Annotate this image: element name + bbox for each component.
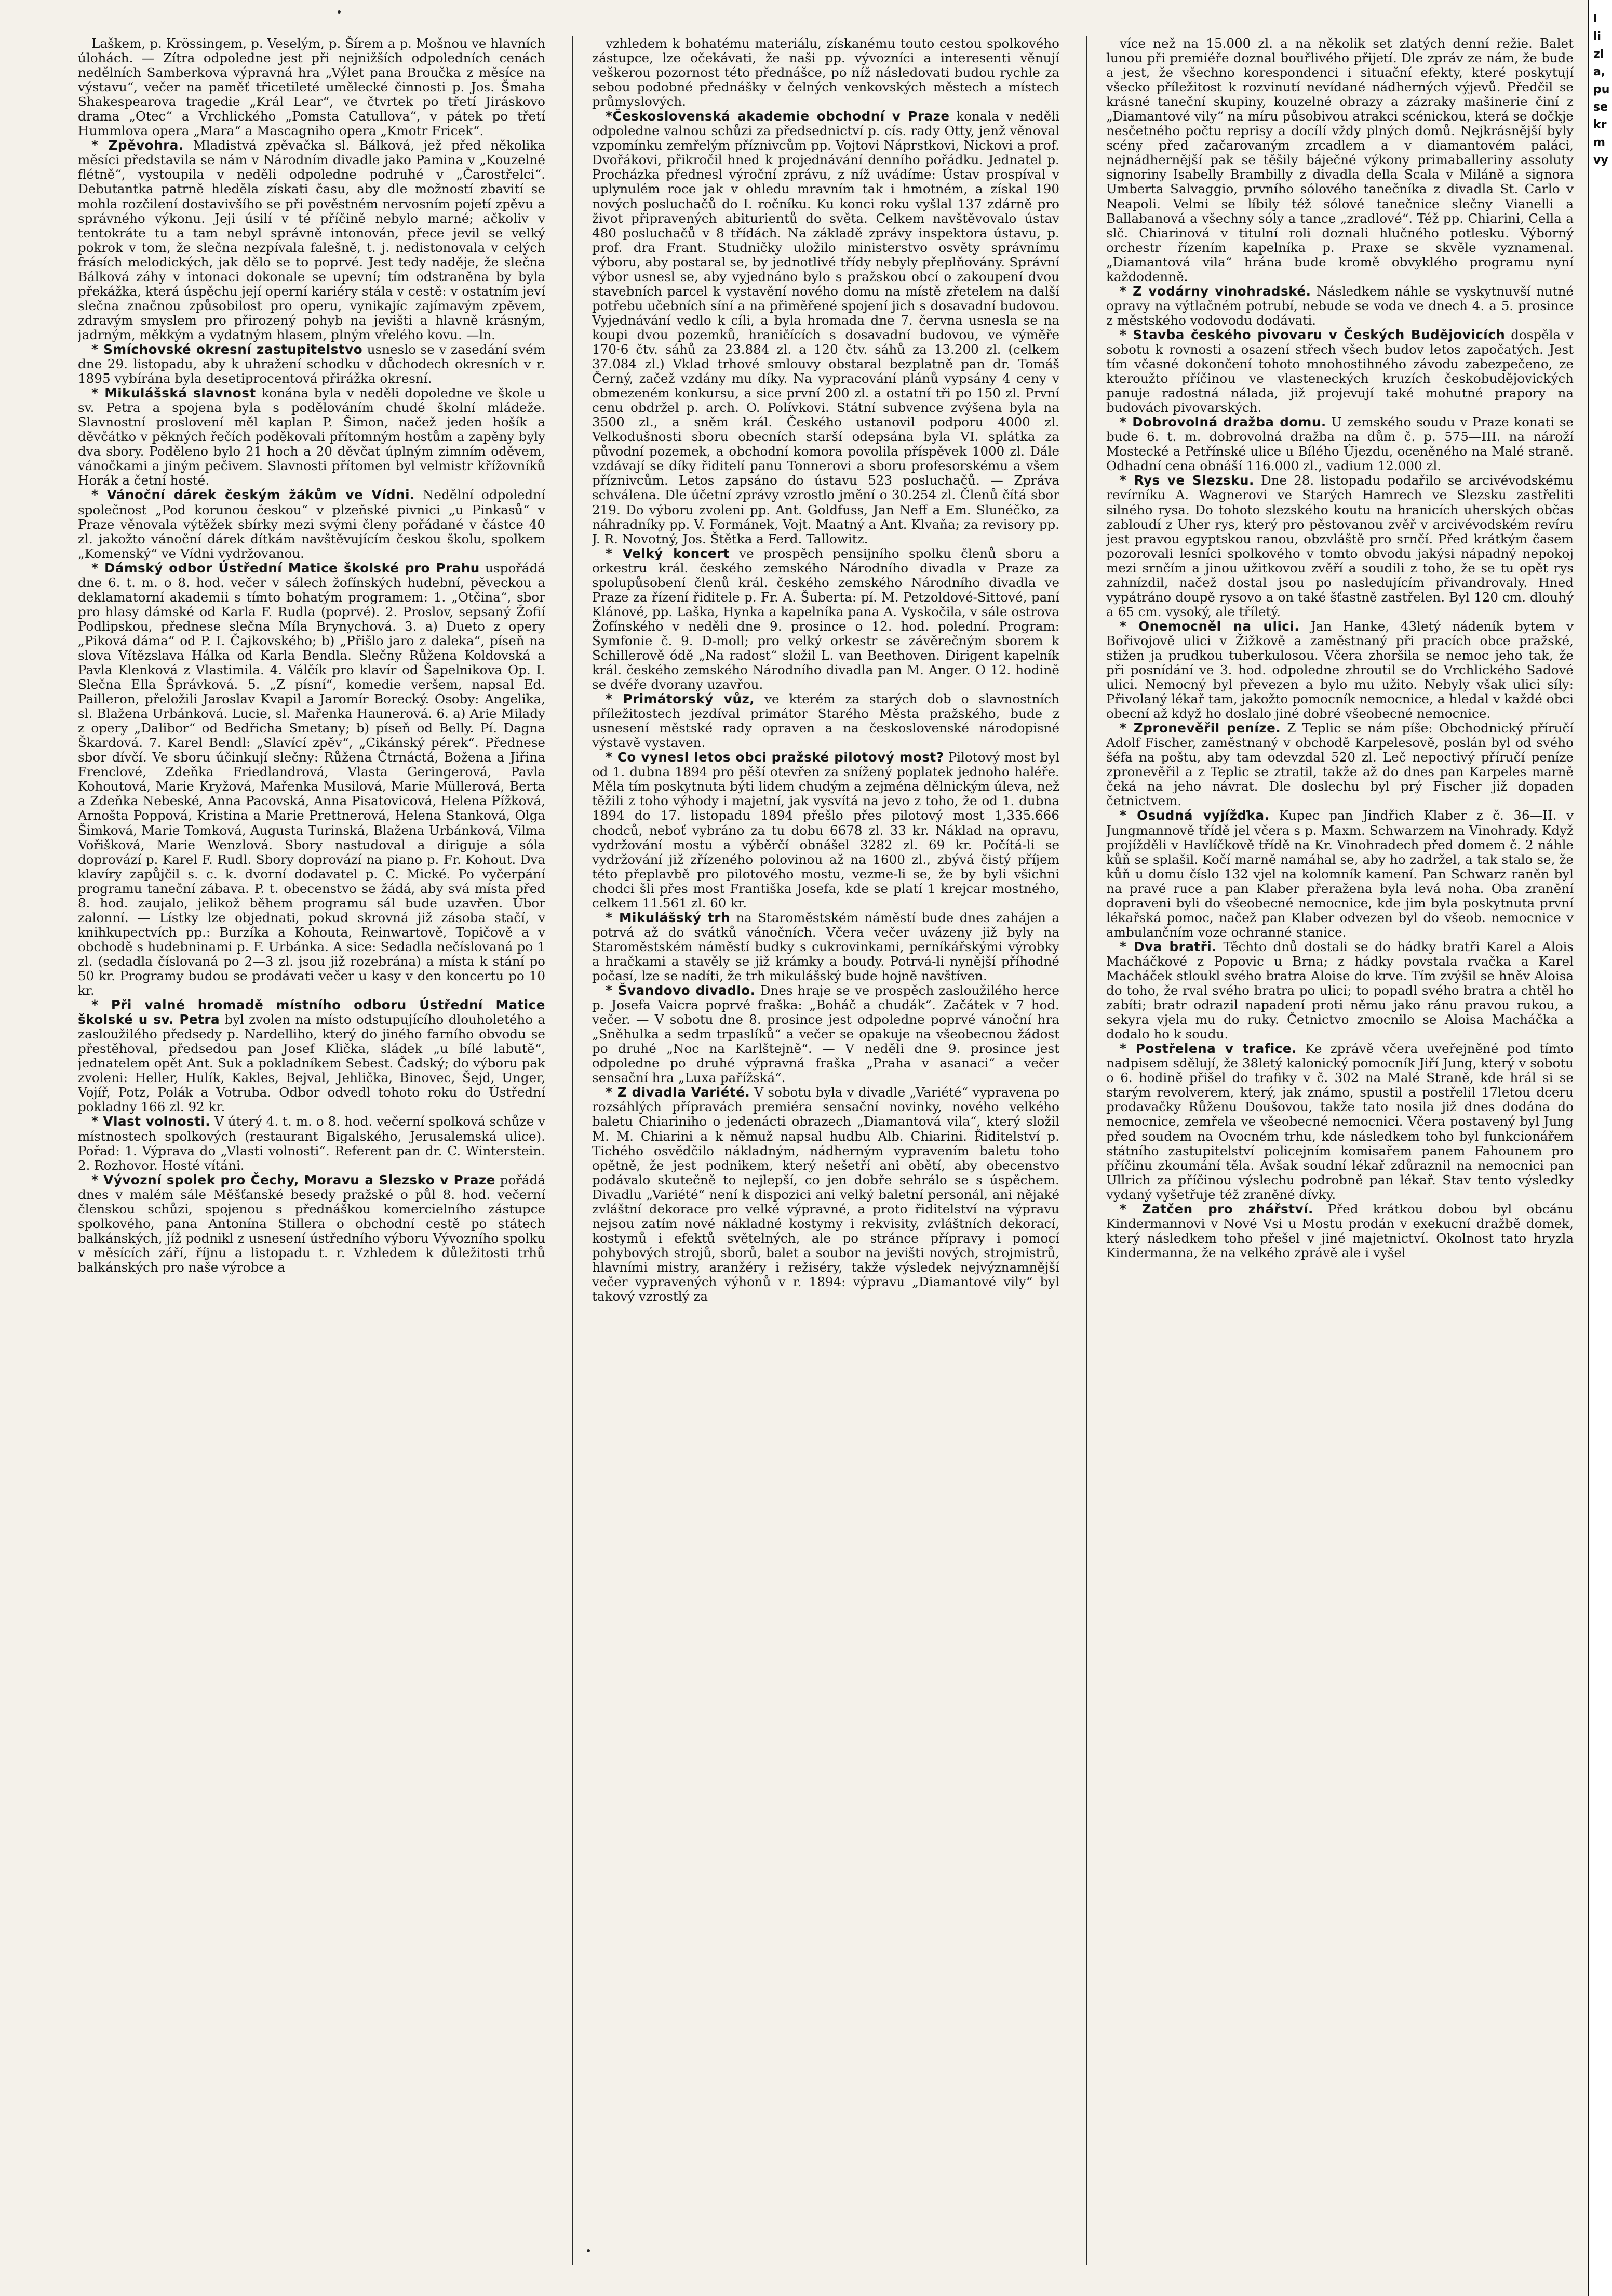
article-paragraph: [1106, 940, 1574, 1042]
article-body: dospěla v sobotu k rovnosti a osazení střech všech budov letos započatých. Jest tím včasné dokončení tohoto mnohostihného závodu zabezpečeno, ze kteroužto příčinou ve vlasteneckých kruzích českobudějovických panuje radostná nálada, již projevují také mohutné prapory na budovách pivovarských.: [1106, 327, 1574, 416]
article-paragraph: [78, 342, 545, 386]
article-paragraph: [592, 1085, 1059, 1304]
article-body: konala v neděli odpoledne valnou schůzi za předsednictví p. cís. rady Otty, jenž věnoval vzpomínku zemřelým příznivcům pp. Vojtovi Náprstkovi, Nickovi a prof. Dvořákovi, přikročil hned k projednávání denního pořádku. Jednatel p. Procházka přednesl výroční zprávu, z níž uvádíme: Ústav prospíval v uplynulém roce jak v ohledu mravním tak i hmotném, a získal 190 nových posluchačů do I. ročníku. Ku konci roku vyšlal 137 zdárně pro život připravených abiturientů do světa. Celkem navštěvovalo ústav 480 posluchačů v 8 třídách. Na základě zprávy inspektora ústavu, p. prof. dra Frant. Studničky uložilo ministerstvo osvěty správnímu výboru, aby postaral se, by jednotlivé třídy nebyly přeplňovány. Správní výbor usnesl se, aby vyjednáno bylo s pražskou obcí o zakoupení dvou stavebních parcel k vystavění nového domu na místě zřetelem na další potřebu učebních síní a na přiměřené spojení jich s dosavadní budovou. Vyjednávání vedlo k cíli, a byla hromada dne 7. června usnesla se na koupi dvou pozemků, hraničících s dosavadní budovou, ve výměře 170·6 čtv. sáhů za 23.884 zl. a 120 čtv. sáhů za 13.200 zl. (celkem 37.084 zl.) Vklad trhové smlouvy obstaral bezplatně pan dr. Tomáš Černý, začež vzdány mu díky. Na vypracování plánů vypsány 4 ceny v obmezeném konkursu, a sice první 200 zl. a ostatní tři po 150 zl. První cenu obdržel p. arch. O. Polívkovi. Státní subvence zvýšena byla na 3500 zl., a sněm král. Českého ustanovil podporu 4000 zl. Velkodušnosti sboru obecních starší odepsána byla VI. splátka za původní pozemek, a obchodní komora povolila příspěvek 1000 zl. Dále vzdávají se díky řiditelí panu Tonnerovi a sboru profesorskému a všem příznivcům. Letos zapsáno do ústavu 523 posluchačů. — Zpráva schválena. Dle účetní zprávy vzrostlo jmění o 30.254 zl. Členů čítá sbor 219. Do výboru zvoleni pp. Ant. Goldfuss, Jan Neff a Em. Slunéčko, za náhradníky pp. V. Formánek, Vojt. Maatný a Ant. Klvaňa; za revisory pp. J. R. Novotný, Jos. Štětka a Ferd. Tallowitz.: [592, 109, 1059, 546]
article-headline: * Zpěvohra.: [91, 138, 184, 153]
article-paragraph: [1106, 328, 1574, 415]
article-body: V úterý 4. t. m. o 8. hod. večerní spolková schůze v místnostech spolkových (restaurant Bigalského, Jerusalemská ulice). Pořad: 1. Výprava do „Vlasti volnosti“. Referent pan dr. C. Winterstein. 2. Rozhovor. Hosté vítáni.: [78, 1114, 545, 1173]
article-body: ve prospěch pensijního spolku členů sboru a orkestru král. českého zemského Národního divadla v Praze za spolupůsobení členů král. českého zemského Národního divadla ve Praze za řízení řiditele p. Fr. A. Šuberta: pí. M. Petzoldové-Sittové, paní Klánové, pp. Laška, Hynka a kapelníka pana A. Vyskočila, v sále ostrova Žofínského v neděli dne 9. prosince o 12. hod. polední. Program: Symfonie č. 9. D-moll; pro velký orkestr se závěrečným sborem k Schillerově ódě „Na radost“ složil L. van Beethoven. Dirigent kapelník král. českého zemského Národního divadla pan M. Anger. O 12. hodině se dvéře dvorany uzavřou.: [592, 545, 1059, 692]
article-headline: * Při valné hromadě místního odboru Ústřední Matice školské u sv. Petra: [78, 997, 545, 1027]
article-body: byl zvolen na místo odstupujícího dlouholetého a zasloužilého předsedy p. Nardelliho, který do jiného farního obvodu se přestěhoval, předsedou pan Josef Klička, sládek „u bílé labutě“, jednatelem opět Ant. Suk a pokladníkem Sebest. Čadský; do výboru pak zvoleni: Heller, Hulík, Kakles, Bejval, Jehlička, Binovec, Šejd, Unger, Vojíř, Potz, Polák a Votruba. Odbor odvedl tohoto roku do Ústřední pokladny 166 zl. 92 kr.: [78, 1012, 545, 1115]
article-paragraph: [1106, 415, 1574, 473]
article-paragraph: [592, 692, 1059, 750]
article-body: Jan Hanke, 43letý nádeník bytem v Bořivojově ulici v Žižkově a zaměstnaný při pracích obce pražské, stižen ja prudkou tuberkulosou. Včera zhoršila se nemoc jeho tak, že při posnídání ve 3. hod. odpoledne zhroutil se do Vrchlického Sadové ulici. Nemocný byl převezen a bylo mu užito. Nebyly však ulici síly: Přivolaný lékař tam, jakožto pomocník nemocnice, a hledal v každé obci obecní až když ho doslalo jiné dobré všeobecné nemocnice.: [1106, 618, 1574, 722]
article-paragraph: [1106, 36, 1574, 284]
article-paragraph: [592, 109, 1059, 546]
article-body: Pilotový most byl od 1. dubna 1894 pro pěší otevřen za snížený poplatek jednoho haléře. Měla tím poskytnuta býti lidem chudým a zejména dělnickým úleva, než těžili z toho výhody i majetní, jak vysvítá na jevo z toho, že od 1. dubna 1894 do 17. listopadu 1894 přešlo přes pilotový most 1,335.666 chodců, neboť vybráno za tu dobu 6678 zl. 33 kr. Náklad na opravu, vydržování mostu a výběrčí obnášel 3282 zl. 69 kr. Počítá-li se vydržování již zřízeného polovinou až na 1600 zl., zbývá čistý příjem této přeplavbě pro pilotového mostu, vezme-li se, že by byli všichni chodci šli přes most Františka Josefa, kde se platí 1 krejcar mostného, celkem 11.561 zl. 60 kr.: [592, 750, 1059, 911]
article-paragraph: [78, 488, 545, 560]
column-rule-right: [1086, 36, 1087, 2265]
article-body: Dnes hraje se ve prospěch zasloužilého herce p. Josefa Vaicra poprvé fraška: „Boháč a chudák“. Začátek v 7 hod. večer. — V sobotu dne 8. prosince jest odpoledne poprvé vánoční hra „Sněhulka a sedm trpaslíků“ a večer se opakuje na všeobecnou žádost po druhé „Noc na Karlštejně“. — V neděli dne 9. prosince jest odpoledne po druhé výpravná fraška „Praha v asanaci“ a večer sensační hra „Luxa pařížská“.: [592, 983, 1059, 1086]
article-paragraph: [78, 36, 545, 138]
article-body: Následkem náhle se vyskytnuvší nutné opravy na výtlačném potrubí, nebude se voda ve dnech 4. a 5. prosince z městského vodovodu dodávati.: [1106, 283, 1574, 328]
print-speck: [338, 10, 341, 14]
article-paragraph: [1106, 721, 1574, 808]
article-headline: * Co vynesl letos obci pražské pilotový most?: [606, 750, 944, 765]
article-paragraph: [78, 1114, 545, 1172]
article-headline: * Rys ve Slezsku.: [1120, 473, 1254, 488]
article-headline: * Z vodárny vinohradské.: [1120, 283, 1311, 299]
article-headline: * Švandovo divadlo.: [606, 983, 756, 998]
article-body: Nedělní odpolední společnost „Pod korunou českou“ v plzeňské pivnici „u Pinkasů“ v Praze věnovala výtěžek sbírky mezi svými členy pořádané v částce 40 zl. jakožto vánoční dárek dítkám navštěvujícím českou školu, spolkem „Komenský“ ve Vídni vydržovanou.: [78, 487, 545, 561]
article-body: V sobotu byla v divadle „Variété“ vypravena po rozsáhlých přípravách premiéra sensační novinky, nového velkého baletu Chiariniho o jedenácti obrazech „Diamantová vila“, který složil M. M. Chiarini a k němuž napsal hudbu Alb. Chiarini. Řiditelství p. Tichého osvědčilo nákladným, nádherným vypravením baletu toho opětně, že jest podnikem, který nešetří ani obětí, aby obecenstvo podávalo skutečně to nejlepší, co jen dobře sehrálo se s úspěchem. Divadlu „Variété“ není k dispozici ani velký baletní personál, ani nějaké zvláštní dekorace pro velké výpravné, a proto řiditelství na výpravu nejsou zatím nové nákladné kostymy i rekvisity, zvláštních dekorací, kostymů i efektů světelných, ale po stránce přípravy i pomocí pohybových strojů, sborů, balet a soubor na jevišti nových, strojmistrů, hlavními mistry, aranžéry i režiséry, takže výsledek nejvýznamnější večer vypravených výhonů v r. 1894: výpravu „Diamantové vily“ byl takový vzrostlý za: [592, 1085, 1059, 1304]
article-body: Laškem, p. Krössingem, p. Veselým, p. Šírem a p. Mošnou ve hlavních úlohách. — Zítra odpoledne jest při nejnižších odpoledních cenách nedělních Samberkova výpravná hra „Výlet pana Broučka z měsíce na výstavu“, večer na paměť třicetileté umělecké činnosti p. Jos. Šmaha Shakespearova tragedie „Král Lear“, ve čtvrtek po třetí Jiráskovo drama „Otec“ a Vrchlického „Pomsta Catullova“, v pátek po třetí Hummlova opera „Mara“ a Mascagniho opera „Kmotr Fricek“.: [78, 36, 545, 139]
article-headline: * Zpronevěřil peníze.: [1120, 720, 1281, 736]
article-body: Mladistvá zpěvačka sl. Bálková, jež před několika měsíci představila se nám v Národním divadle jako Pamina v „Kouzelné flétně“, vystoupila v neděli odpoledne podruhé v „Čarostřelci“. Debutantka patrně hleděla získati času, aby dle možností zbavití se mohla rozčilení dostavivšího se při pověstném nervosním pojetí zpěvu a správného výkonu. Jeji úsilí v té příčině nebylo marné; ačkoliv v tentokráte tu a tam nebyl správně intonován, přece jevil se velký pokrok v tom, že slečna nezpívala falešně, t. j. nedistonovala v celých frásích melodických, jak dělo se to poprvé. Jest tedy naděje, že slečna Bálková záhy v intonaci dokonale se upevní; tím odstraněna by byla překážka, která úspěchu její operní kariéry stála v cestě: v ostatním jeví slečna značnou způsobilost pro operu, vynikajíc zajímavým zpěvem, zdravým smyslem pro přirozený pohyb na jevišti a hlavně krásným, jadrným, měkkým a vydatným hlasem, plným vřelého kovu. —ln.: [78, 138, 545, 342]
article-paragraph: [1106, 619, 1574, 721]
article-paragraph: [78, 998, 545, 1114]
article-headline: * Dva bratři.: [1120, 939, 1217, 954]
article-headline: * Osudná vyjížďka.: [1120, 808, 1270, 823]
column-middle: [592, 36, 1059, 2265]
article-headline: * Z divadla Variété.: [606, 1085, 750, 1100]
article-paragraph: [78, 138, 545, 342]
article-paragraph: [592, 36, 1059, 109]
article-body: více než na 15.000 zl. a na několik set zlatých denní režie. Balet lunou při premiéře doznal bouřlivého přijetí. Dle zpráv ze nám, že bude a jest, že všechno korespondenci i situační efekty, které poskytují všecko příležitost k rozvinutí nevídané nádherných výjevů. Předčil se krásné taneční skupiny, kouzelné obrazy a zázraky mašinerie činí z „Diamantové vily“ na míru působivou atrakci scénickou, která se dočkje nesčetného počtu reprisy a docílí vždy plných domů. Nejkrásnější byly scény před začarovaným zrcadlem a v diamantovém paláci, nejnádhernější pak se těšily báječné výkony primaballeriny assoluty signoriny Isabelly Brambilly z divadla della Scala v Miláně a signora Umberta Salvaggio, prvního sólového tanečníka z divadla St. Carlo v Neapoli. Velmi se líbily též sólové tanečnice slečny Vianelli a Ballabanová a všechny sóly a tance „zradlové“. Též pp. Chiarini, Cella a slč. Chiarinová v titulní roli doznali hlučného potlesku. Výborný orchestr řízením kapelníka p. Praxe se skvěle vyznamenal. „Diamantová vila“ hrána bude kromě obvyklého programu nyní každodenně.: [1106, 36, 1574, 284]
article-paragraph: [592, 983, 1059, 1085]
article-headline: * Mikulášský trh: [606, 910, 730, 925]
article-headline: * Onemocněl na ulici.: [1120, 618, 1300, 634]
article-headline: * Vývozní spolek pro Čechy, Moravu a Slezsko v Praze: [91, 1172, 495, 1187]
article-headline: * Dobrovolná dražba domu.: [1120, 415, 1326, 430]
column-right: [1106, 36, 1574, 2265]
article-headline: * Dámský odbor Ústřední Matice školské pro Prahu: [91, 560, 480, 576]
article-body: Těchto dnů dostali se do hádky bratři Karel a Alois Macháčkové z Popovic u Brna; z hádky povstala rvačka a Karel Macháček stloukl svého bratra Aloise do krve. Tím zvýšil se hněv Aloisa do toho, že rval svého bratra po ulici; to popadl svého bratra a chtěl ho zabíti; bratr odrazil napadení proti němu jako ránu pravou rukou, a sekyra vjela mu do ruky. Četnictvo zmocnilo se Aloisa Macháčka a dodalo ho k soudu.: [1106, 939, 1574, 1042]
article-body: Dne 28. listopadu podařilo se arcivévodskému revírníku A. Wagnerovi ve Starých Hamrech ve Slezsku zastřeliti silného rysa. Do tohoto slezského koutu na hranicích uherských občas zabloudí z Uher rys, který pro pěstovanou zvěř v arcivévodském revíru jest pravou egyptskou ranou, obzvláště pro srnčí. Před krátkým časem pozorovali lesníci spolkového v tomto obvodu jakýsi nápadný nepokoj mezi srnčím a jinou užitkovou zvěří a soudili z toho, že se tu opět rys zahnízdil, načež dostal jsou po nasledujícím přivandrovaly. Hned vypátráno doupě rysovo a on také šťastně zastřelen. Byl 120 cm. dlouhý a 65 cm. vysoký, ale tříletý.: [1106, 473, 1574, 619]
article-headline: * Stavba českého pivovaru v Českých Budějovicích: [1120, 327, 1506, 342]
article-body: Před krátkou dobou byl obcánu Kindermannovi v Nové Vsi u Mostu prodán v exekucní dražbě domek, který následkem toho přešel v jiné majetnictví. Okolnost tato hryzla Kindermanna, že na velkého zprávě ale i vyšel: [1106, 1201, 1574, 1260]
article-paragraph: [592, 911, 1059, 983]
article-paragraph: [1106, 808, 1574, 939]
print-speck-bottom: [587, 2249, 590, 2252]
article-headline: * Vlast volnosti.: [91, 1114, 211, 1129]
article-body: Kupec pan Jindřich Klaber z č. 36—II. v Jungmannově třídě jel včera s p. Maxm. Schwarzem na Vinohrady. Když projížděli v Havlíčkově třídě na Kr. Vinohradech před domem č. 2 náhle kůň se splašil. Kočí marně namáhal se, aby ho zadržel, a tak stalo se, že kůň u domu číslo 132 vjel na kolomník kamení. Pan Schwarz raněn byl na pravé ruce a pan Klaber přeražena byla levá noha. Oba zranění dopraveni byli do všeobecné nemocnice, kde jim byla poskytnuta první lékařská pomoc, načež pan Klaber odvezen byl do všeob. nemocnice v ambulančním voze ochranné stanice.: [1106, 808, 1574, 940]
article-paragraph: [1106, 473, 1574, 619]
article-headline: * Vánoční dárek českým žákům ve Vídni.: [91, 487, 415, 503]
article-paragraph: [78, 561, 545, 998]
article-paragraph: [78, 386, 545, 488]
article-paragraph: [592, 546, 1059, 692]
article-body: pořádá dnes v malém sále Měšťanské besedy pražské o půl 8. hod. večerní členskou schůzi, spojenou s přednáškou komercielního zástupce spolkového, pana Antonína Stillera o obchodní cestě po státech balkánských, jíž podnikl z usnesení ústředního výboru Vývozního spolku v měsících září, říjnu a listopadu t. r. Vzhledem k důležitosti trhů balkánských pro naše výrobce a: [78, 1172, 545, 1275]
article-body: usneslo se v zasedání svém dne 29. listopadu, aby k uhražení schodku v důchodech okresních v r. 1895 vybírána byla desetiprocentová přirážka okresní.: [78, 341, 545, 386]
article-body: vzhledem k bohatému materiálu, získanému touto cestou spolkového zástupce, lze očekávati, že naši pp. vývozníci a interesenti věnují veškerou pozornost této přednášce, po níž následovati budou rychle za sebou podobné přednášky v čelných venkovských městech a místech průmyslových.: [592, 36, 1059, 110]
article-headline: * Velký koncert: [606, 545, 730, 561]
newspaper-page: [78, 36, 1574, 2265]
adjacent-page-fragment: l li zl a, pu se kr m vy: [1593, 12, 1610, 167]
article-body: uspořádá dne 6. t. m. o 8. hod. večer v sálech žofínských hudební, pěveckou a deklamatorní akademii s tímto bohatým programem: 1. „Otčina“, sbor pro hlasy dámské od Karla F. Rudla (poprvé). 2. Proslov, sepsaný Žofií Podlipskou, přednese slečna Míla Brynychová. 3. a) Dueto z opery „Piková dáma“ od P. I. Čajkovského; b) „Přišlo jaro z daleka“, píseň na slova Vítězslava Hálka od Karla Bendla. Slečny Růžena Koldovská a Pavla Klenková z Vlastimila. 4. Válčík pro klavír od Šapelnikova Op. I. Slečna Ella Šprávková. 5. „Z písní“, komedie veršem, napsal Ed. Pailleron, přeložili Jaroslav Kvapil a Jaromír Borecký. Osoby: Angelika, sl. Blažena Urbánková. Lucie, sl. Mařenka Haunerová. 6. a) Arie Milady z opery „Dalibor“ od Bedřicha Smetany; b) píseň od Belly. Pí. Dagna Škardová. 7. Karel Bendl: „Slavící zpěv“, „Cikánský pérek“. Přednese sbor dívčí. Ve sboru účinkují slečny: Růžena Čtrnáctá, Božena a Jiřina Frenclové, Zdeňka Friedlandrová, Vlasta Geringerová, Pavla Kohoutová, Marie Kryžová, Mařenka Musilová, Marie Müllerová, Berta a Zdeňka Nebeské, Anna Pacovská, Anna Pisatovicová, Helena Pížková, Arnošta Poppová, Kristina a Marie Prettnerová, Helena Stanková, Olga Šimková, Marie Tomková, Augusta Turinská, Blažena Urbánková, Vilma Vořišková, Marie Wenzlová. Sbory nastudoval a diriguje a sóla doprovází p. Karel F. Rudl. Sbory doprovází na piano p. Fr. Kohout. Dva klavíry zapůjčil s. c. k. dvorní dodavatel p. C. Mické. Po vyčerpání programu taneční zábava. P. t. obecenstvo se žádá, aby svá místa před 8. hod. zaujalo, jelikož během programu sál bude uzavřen. Úbor zalonní. — Lístky lze objednati, pokud skrovná již zásoba stačí, v knihkupectvích pp.: Burzíka a Kohouta, Reinwartově, Topičově a v obchodě s hudebninami p. F. Urbánka. A sice: Sedadla nečíslovaná po 1 zl. (sedadla číslovaná po 2—3 zl. jsou již rozebrána) a místa k stání po 50 kr. Programy budou se prodávati večer u kasy v den koncertu po 10 kr.: [78, 560, 545, 998]
column-left: [78, 36, 545, 2265]
article-body: ve kterém za starých dob o slavnostních příležitostech jezdíval primátor Starého Města pražského, bude z usnesení městské rady opraven a na československé národopisné výstavě vystaven.: [592, 691, 1059, 751]
article-headline: * Smíchovské okresní zastupitelstvo: [91, 341, 363, 357]
column-rule-left: [572, 36, 573, 2265]
article-headline: *Československá akademie obchodní v Praze: [606, 109, 950, 124]
article-paragraph: [78, 1173, 545, 1275]
article-body: Z Teplic se nám píše: Obchodnický příručí Adolf Fischer, zaměstnaný v obchodě Karpelesově, poslán byl od svého šéfa na poštu, aby tam odevzdal 520 zl. Leč nepoctivý příručí peníze zpronevěřil a z Teplic se ztratil, takže až do dnes pan Karpeles marně čeká na jeho návrat. Dle doslechu byl prý Fischer již dopaden četnictvem.: [1106, 720, 1574, 809]
article-headline: * Postřelena v trafice.: [1120, 1041, 1297, 1057]
article-paragraph: [1106, 1202, 1574, 1260]
article-headline: * Primátorský vůz,: [606, 691, 755, 707]
article-paragraph: [1106, 1042, 1574, 1202]
article-paragraph: [592, 750, 1059, 911]
article-body: U zemského soudu v Praze konati se bude 6. t. m. dobrovolná dražba na dům č. p. 575—III. na nároží Mostecké a Petřínské ulice u Bílého Újezdu, oceněného na Malé straně. Odhadní cena obnáší 116.000 zl., vadium 12.000 zl.: [1106, 415, 1574, 474]
article-body: konána byla v neděli dopoledne ve škole u sv. Petra a spojena byla s podělováním chudé školní mládeže. Slavnostní proslovení měl kaplan P. Šimon, načež jeden hošík a děvčátko v pěkných řečích poděkovali přítomným hostům a zapěny byly dva sbory. Poděleno bylo 21 hoch a 20 děvčat úplným zimním oděvem, vánočkami a jiným pečivem. Slavnosti přítomen byl velmistr křížovníků Horák a četní hosté.: [78, 385, 545, 488]
article-headline: * Zatčen pro zhářství.: [1120, 1201, 1313, 1217]
article-body: Ke zprávě včera uveřejněné pod tímto nadpisem sdělují, že 38letý kalonický pomocník Jiří Jung, který v sobotu o 6. hodině přišel do trafiky v č. 302 na Malé Straně, kde hrál si se starým revolverem, který, jak známo, spustil a postřelil 17letou dceru prodavačky Růženu Doušovou, takže tato nosila již dnes dodána do nemocnice, zemřela ve všeobecné nemocnici. Včera postavený byl Jung před soudem na Ovocném trhu, kde následkem toho byl funkcionářem státního zastupitelství policejním komisařem panem Fahounem pro příčinu zkoumání těla. Avšak soudní lékař zdůraznil na nemocnici pan Ullrich za příčinou výslechu podrobně pan lékař. Stav tento výsledky vydaný vyšetřuje též zraněné dívky.: [1106, 1041, 1574, 1202]
article-paragraph: [1106, 284, 1574, 328]
article-headline: * Mikulášská slavnost: [91, 385, 256, 401]
adjacent-page-edge: [1588, 0, 1612, 2296]
article-body: na Staroměstském náměstí bude dnes zahájen a potrvá až do svátků vánočních. Včera večer uvázeny již byly na Staroměstském náměstí budky s cukrovinkami, perníkářskými výrobky a hračkami a stavěly se již krámky a boudy. Potrvá-li nynější příhodné počasí, lze se nadíti, že trh mikulášský bude hojně navštíven.: [592, 910, 1059, 983]
